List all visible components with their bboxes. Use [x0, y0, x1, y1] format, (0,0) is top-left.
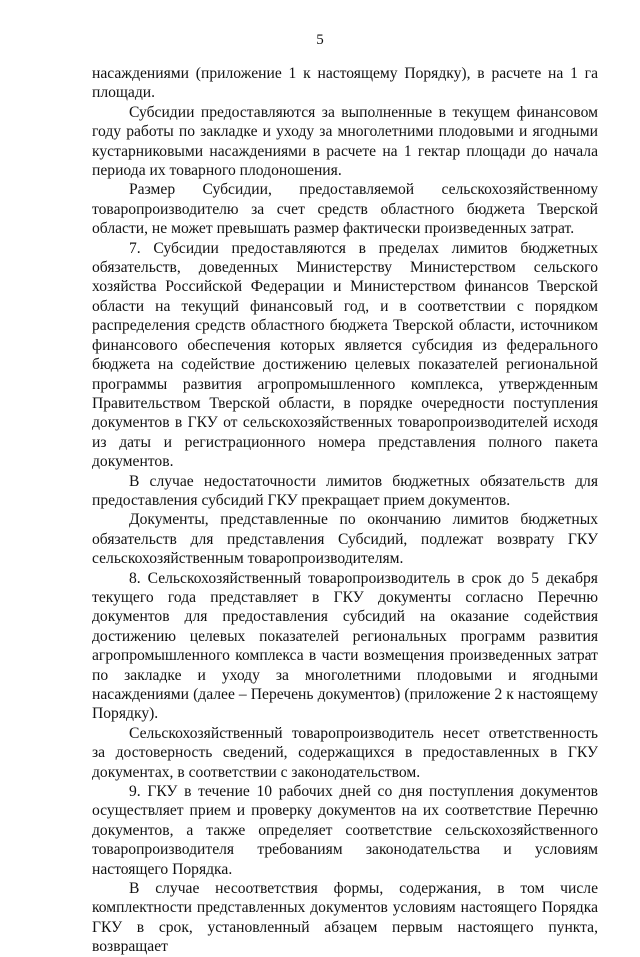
document-body	[92, 64, 598, 957]
paragraph: Размер Субсидии, предоставляемой сельскохозяйственному товаропроизводителю за счет средств областного бюджета Тверской области, не может превышать размер фактически произведенных затрат.	[92, 181, 598, 238]
page-number: 5	[316, 32, 324, 48]
paragraph: Сельскохозяйственный товаропроизводитель несет ответственность за достоверность сведений, содержащихся в предоставленных в ГКУ документах, в соответствии с законодательством.	[92, 724, 598, 781]
paragraph: Субсидии предоставляются за выполненные в текущем финансовом году работы по закладке и уходу за многолетними плодовыми и ягодными кустарниковыми насаждениями в расчете на 1 гектар площади до начала периода их товарного плодоношения.	[92, 103, 598, 180]
paragraph-item-8: 8. Сельскохозяйственный товаропроизводитель в срок до 5 декабря текущего года представляет в ГКУ документы согласно Перечню документов для предоставления субсидий на оказание содействия достижению целевых показателей региональных программ развития агропромышленного комплекса в части возмещения произведенных затрат по закладке и уходу за многолетними плодовыми и ягодными насаждениями (далее – Перечень документов) (приложение 2 к настоящему Порядку).	[92, 569, 598, 723]
paragraph: насаждениями (приложение 1 к настоящему Порядку), в расчете на 1 га площади.	[92, 65, 598, 102]
paragraph: Документы, представленные по окончанию лимитов бюджетных обязательств для представления Субсидий, подлежат возврату ГКУ сельскохозяйственным товаропроизводителям.	[92, 511, 598, 568]
paragraph-item-7: 7. Субсидии предоставляются в пределах лимитов бюджетных обязательств, доведенных Министерству Министерством сельского хозяйства Российской Федерации и Министерством финансов Тверской области на текущий финансовый год, и в соответствии с порядком распределения средств областного бюджета Тверской области, источником финансового обеспечения которых является субсидия из федерального бюджета на содействие достижению целевых показателей региональной программы развития агропромышленного комплекса, утвержденным Правительством Тверской области, в порядке очередности поступления документов в ГКУ от сельскохозяйственных товаропроизводителей исходя из даты и регистрационного номера представления полного пакета документов.	[92, 239, 598, 471]
paragraph: В случае недостаточности лимитов бюджетных обязательств для предоставления субсидий ГКУ прекращает прием документов.	[92, 472, 598, 509]
paragraph-item-9: 9. ГКУ в течение 10 рабочих дней со дня поступления документов осуществляет прием и проверку документов на их соответствие Перечню документов, а также определяет соответствие сельскохозяйственного товаропроизводителя требованиям законодательства и условиям настоящего Порядка.	[92, 783, 598, 878]
paragraph: В случае несоответствия формы, содержания, в том числе комплектности представленных документов условиям настоящего Порядка ГКУ в срок, установленный абзацем первым настоящего пункта, возвращает	[92, 880, 598, 956]
